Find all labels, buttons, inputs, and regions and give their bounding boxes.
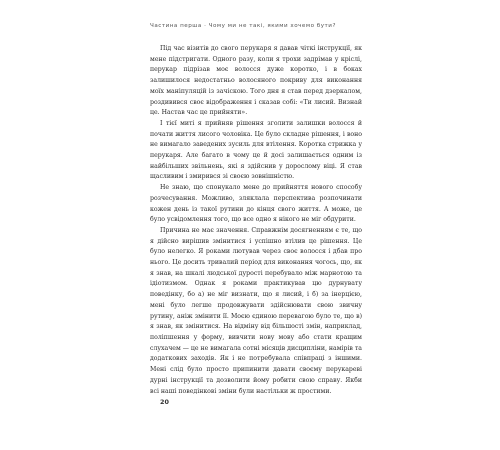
paragraph-1: Під час візитів до свого перукаря я давав чіткі інструкції, як мене підстригати. Одного разу, коли я трохи задрімав у кріслі, перукар підрізав моє волосся дуже коротко, і в боках залишилося недостатньо волосяного покриву для виконання моїх маніпуляцій із зачіскою. Того дня я став перед дзеркалом, роздивився своє відображення і сказав собі: «Ти лисий. Визнай це. Настав час це прийняти». xyxy=(150,45,362,117)
paragraph-2: І тієї миті я прийняв рішення зголити залишки волосся й почати життя лисого чоловіка. Це було складне рішення, і воно не вимагало заведених зусиль для втілення. Коротка стрижка у перукаря. Але багато в чому це й досі залишається одним із найбільших звільнень, які я здійснив у дорослому віці. Я став щасливим і змирився зі своєю зовнішністю. xyxy=(150,119,362,181)
paragraph-3: Не знаю, що спонукало мене до прийняття нового способу розчесування. Можливо, зляклала перспектива розпочинати кожен день із такої рутини до кінця свого життя. А може, це було усвідомлення того, що все одно я нікого не міг обдурити. xyxy=(150,184,362,224)
running-head: Частина перша · Чому ми не такі, якими хочемо бути? xyxy=(150,23,336,29)
paragraph-4: Причина не має значення. Справжнім досягненням є те, що я дійсно вирішив змінитися і успішно втілив це рішення. Це було нелегко. Я роками лютував через своє волосся і дбав про нього. Це досить тривалий період для виконання чогось, що, як я знав, на шкалі людської дурості перебувало між марнотою та ідіотизмом. Однак я роками практикував цю дурнувату поведінку, бо а) не міг визнати, що я лисий, і б) за інерцією, мені було легше продовжувати здійснювати свою звичну рутину, аніж змінити її. Моєю єдиною перевагою було те, що в) я знав, як змінитися. На відміну від більшості змін, наприклад, поліпшення у форму, вивчити нову мову або стати кращим слухачем — це не вимагала сотні місяців дисципліни, намірів та додаткових заходів. Як і не потребувала співпраці з іншими. Мені слід було просто припинити давати своєму перукареві дурні інструкції та дозволити йому робити свою справу. Якби всі наші поведінкові зміни були настільки ж простими. xyxy=(150,226,362,395)
page-number: 20 xyxy=(160,398,169,406)
body-text xyxy=(150,44,362,397)
